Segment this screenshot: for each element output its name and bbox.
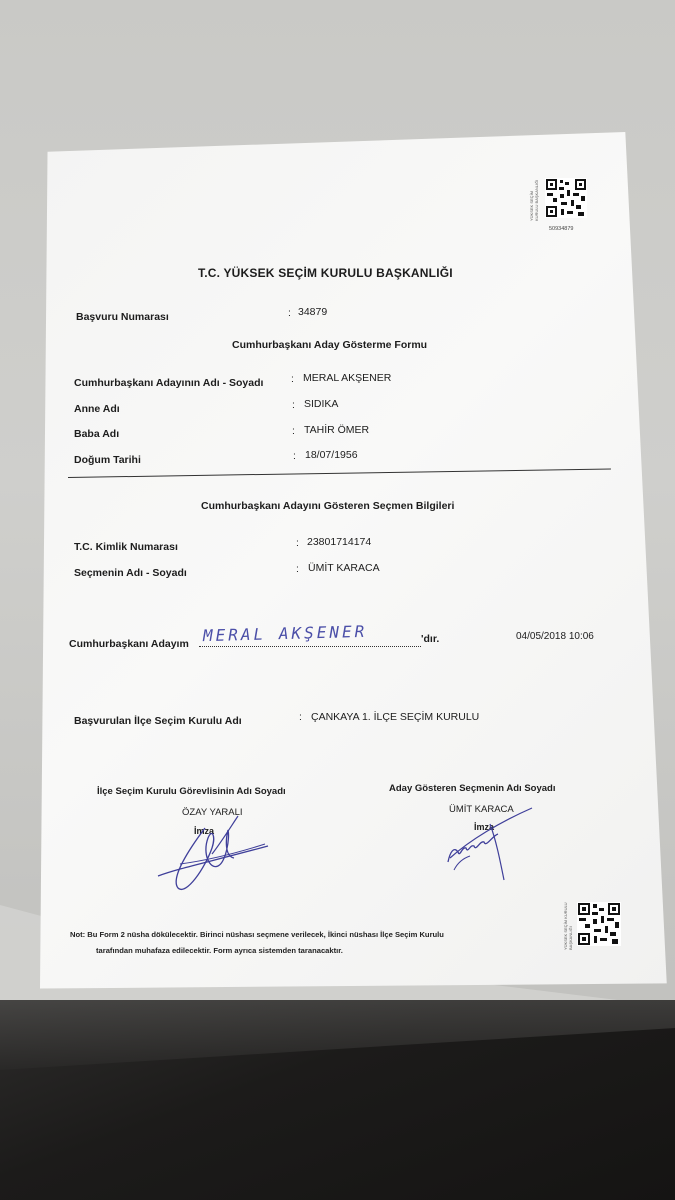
mother-name-value: SIDIKA [304, 398, 339, 410]
qr-side-text-bottom: YÜKSEK SEÇİM KURULU BAŞKANLIĞI [563, 902, 573, 950]
board-label: Başvurulan İlçe Seçim Kurulu Adı [74, 715, 242, 727]
voter-name-value: ÜMİT KARACA [308, 562, 380, 574]
qr-code-top [545, 178, 587, 218]
candidate-name-value: MERAL AKŞENER [303, 372, 392, 384]
footer-note-line-1: Not: Bu Form 2 nüsha dökülecektir. Birinci nüshası seçmene verilecek, İkinci nüshası İlçe Seçim Kurulu [70, 930, 444, 939]
official-name: ÖZAY YARALI [182, 807, 243, 818]
father-name-colon: : [292, 425, 295, 437]
father-name-label: Baba Adı [74, 428, 120, 440]
voter-section-title: Cumhurbaşkanı Adayını Gösteren Seçmen Bilgileri [201, 500, 455, 512]
voter-id-label: T.C. Kimlik Numarası [74, 541, 178, 553]
official-title: İlçe Seçim Kurulu Görevlisinin Adı Soyadı [97, 786, 286, 797]
qr-code-bottom [577, 902, 621, 946]
birth-date-value: 18/07/1956 [305, 449, 358, 461]
declaration-suffix: 'dır. [421, 633, 440, 645]
voter-id-value: 23801714174 [307, 536, 372, 548]
birth-date-label: Doğum Tarihi [74, 454, 141, 466]
qr-number-top: 50934879 [549, 226, 574, 232]
mother-name-colon: : [292, 399, 295, 411]
voter-sign-title: Aday Gösteren Seçmenin Adı Soyadı [389, 783, 556, 794]
voter-id-colon: : [296, 537, 299, 549]
birth-date-colon: : [293, 450, 296, 462]
official-signature [150, 808, 280, 898]
declaration-dotted-line [199, 646, 421, 647]
candidate-name-label: Cumhurbaşkanı Adayının Adı - Soyadı [74, 377, 264, 389]
voter-name-colon: : [296, 563, 299, 575]
voter-signature [440, 800, 540, 885]
footer-note-line-2: tarafından muhafaza edilecektir. Form ayrıca sistemden taranacaktır. [96, 946, 343, 955]
mother-name-label: Anne Adı [74, 403, 120, 415]
voter-name-label: Seçmenin Adı - Soyadı [74, 567, 187, 579]
board-value: ÇANKAYA 1. İLÇE SEÇİM KURULU [311, 711, 480, 723]
father-name-value: TAHİR ÖMER [304, 424, 370, 436]
form-title: Cumhurbaşkanı Aday Gösterme Formu [232, 339, 428, 351]
board-colon: : [299, 711, 302, 723]
declaration-prefix: Cumhurbaşkanı Adayım [69, 638, 189, 650]
handwritten-candidate-name: MERAL AKŞENER [202, 621, 368, 646]
official-sign-label: İmza [194, 826, 215, 836]
declaration-datetime: 04/05/2018 10:06 [516, 631, 594, 642]
qr-side-text-top: YÜKSEK SEÇİM KURULU BAŞKANLIĞI [529, 179, 539, 221]
application-number-colon: : [288, 307, 291, 319]
voter-sign-label: İmza [474, 822, 495, 832]
voter-sign-name: ÜMİT KARACA [449, 804, 514, 815]
candidate-name-colon: : [291, 373, 294, 385]
page-title: T.C. YÜKSEK SEÇİM KURULU BAŞKANLIĞI [198, 266, 453, 280]
floor-background [0, 1000, 675, 1200]
application-number-label: Başvuru Numarası [76, 311, 169, 323]
application-number-value: 34879 [298, 306, 328, 318]
